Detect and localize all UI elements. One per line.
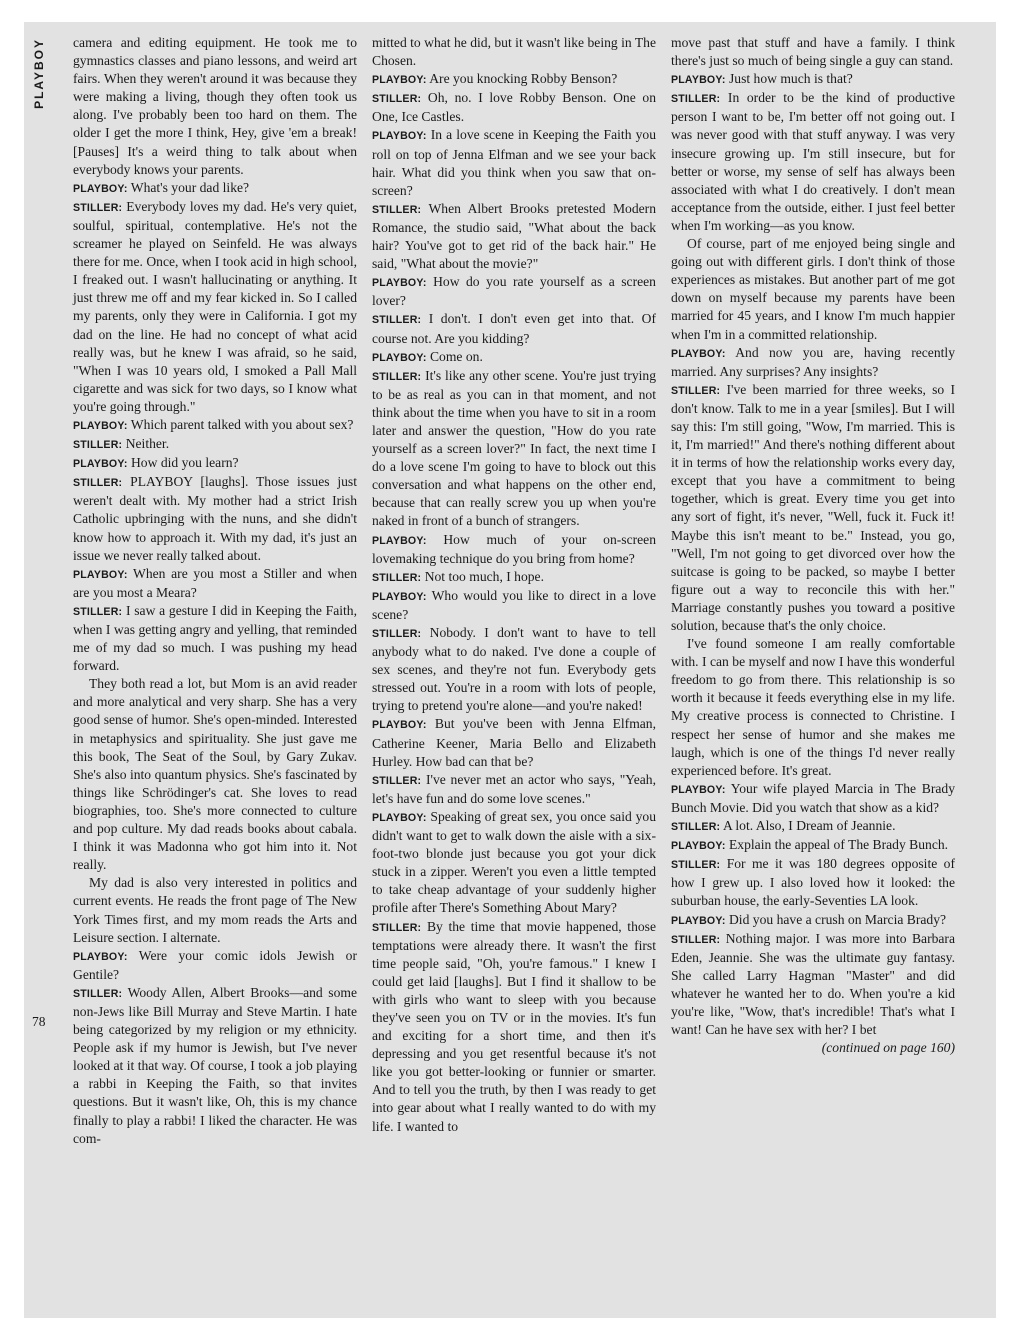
- paragraph: [671, 344, 955, 381]
- paragraph-text: I've found someone I am really comfortable with. I can be myself and now I have this wonderful freedom to go from there. This relationship is so worth it because it feeds everything else in my life. My creative process is connected to Christine. I respect her sense of humor and she makes me laugh, which is one of the things I'd never really experienced before. It's great.: [671, 636, 955, 778]
- speaker-label: STILLER:: [372, 93, 422, 106]
- text-column-1: [73, 34, 357, 1148]
- paragraph-text: How do you rate yourself as a screen lover?: [372, 274, 656, 309]
- speaker-label: STILLER:: [372, 628, 422, 640]
- paragraph: [372, 348, 656, 367]
- paragraph: [671, 34, 955, 70]
- paragraph: [73, 473, 357, 564]
- paragraph-text: And now you are, having recently married. Any surprises? Any insights?: [671, 344, 955, 379]
- speaker-label: PLAYBOY:: [73, 458, 128, 471]
- paragraph: [372, 624, 656, 715]
- speaker-label: PLAYBOY:: [372, 719, 427, 732]
- paragraph: [372, 273, 656, 310]
- paragraph: [73, 34, 357, 179]
- paragraph: [671, 911, 955, 930]
- speaker-label: STILLER:: [671, 859, 721, 872]
- paragraph: [372, 771, 656, 808]
- speaker-label: STILLER:: [73, 605, 123, 618]
- text-column-3: [671, 34, 955, 1057]
- paragraph-text: Your wife played Marcia in The Brady Bunch Movie. Did you watch that show as a kid?: [671, 780, 955, 815]
- paragraph: [372, 34, 656, 70]
- paragraph: [372, 918, 656, 1136]
- paragraph-text: I've been married for three weeks, so I don't know. Talk to me in a year [smiles]. But I will say this: I'm still going, "Wow, I'm married. This is it, I'm married!" And there's nothing different about it in terms of how the relationship works every day, except that you have a commitment to being together, which is great. Every time you get into any sort of fight, it's never, "Well, fuck it. Fuck it! Maybe this isn't meant to be." Instead, you go, "Well, I'm not going to get divorced over how the suitcase is going to be packed, so maybe I better figure out a way to reconcile this with her." Marriage constantly pushes you toward a positive solution, because that's the only choice.: [671, 381, 955, 633]
- paragraph-text: Were your comic idols Jewish or Gentile?: [73, 947, 358, 982]
- paragraph-text: When Albert Brooks pretested Modern Romance, the studio said, "What about the back hair? You've got to get rid of the back hair." He said, "What about the movie?": [372, 200, 656, 272]
- paragraph: [671, 836, 955, 855]
- paragraph-text: My dad is also very interested in politics and current events. He reads the front page of The New York Times first, and my mom reads the Arts and Leisure section. I alternate.: [73, 875, 357, 945]
- paragraph: [73, 198, 357, 416]
- speaker-label: STILLER:: [372, 314, 422, 327]
- speaker-label: STILLER:: [671, 821, 721, 834]
- paragraph: [73, 602, 357, 675]
- paragraph-text: I saw a gesture I did in Keeping the Faith, when I was getting angry and yelling, that reminded me of my dad so much. I was pushing my head forward.: [73, 602, 357, 674]
- paragraph: [73, 947, 357, 984]
- paragraph-text: When are you most a Stiller and when are you most a Meara?: [73, 565, 357, 600]
- paragraph-text: mitted to what he did, but it wasn't like being in The Chosen.: [372, 35, 656, 69]
- speaker-label: STILLER:: [671, 384, 721, 397]
- speaker-label: PLAYBOY:: [73, 182, 128, 195]
- speaker-label: PLAYBOY:: [671, 74, 726, 87]
- paragraph-text: Come on.: [429, 348, 483, 364]
- paragraph-text: They both read a lot, but Mom is an avid reader and more analytical and very sharp. She has a very good sense of humor. She's open-minded. Interested in metaphysics and spirituality. She just gave me this book, The Seat of the Soul, by Gary Zukav. She's also into quantum physics. She's fascinated by things like Schrödinger's cat. She loves to read biographies, too. She's more connected to culture and pop culture. My dad reads books about cabala. I think it was Madonna who got him into it. Not really.: [73, 676, 357, 873]
- speaker-label: STILLER:: [372, 203, 422, 216]
- paragraph: [671, 89, 955, 235]
- paragraph: [671, 930, 955, 1040]
- paragraph-text: Are you knocking Robby Benson?: [429, 71, 618, 87]
- paragraph: [73, 416, 357, 435]
- paragraph-text: By the time that movie happened, those temptations were already there. It wasn't the first time people said, "Oh, you're famous." I knew I could get laid [laughs]. But I find it shallow to be with girls who want to sleep with you because they've seen you on TV or in the movies. It's fun and exciting for a short time, and then it's depressing and you get resentful because it's not like you got better-looking or funnier or smarter. And to tell you the truth, by then I was ready to get into gear about what I really wanted to do with my life. I wanted to: [372, 918, 656, 1134]
- paragraph: [372, 715, 656, 770]
- speaker-label: STILLER:: [372, 921, 422, 934]
- paragraph: [671, 817, 955, 836]
- paragraph: [671, 70, 955, 89]
- speaker-label: PLAYBOY:: [372, 277, 427, 290]
- paragraph: [372, 587, 656, 624]
- paragraph: [671, 635, 955, 780]
- paragraph: [73, 565, 357, 602]
- speaker-label: PLAYBOY:: [372, 74, 427, 87]
- speaker-label: STILLER:: [671, 93, 721, 106]
- paragraph: [73, 454, 357, 473]
- paragraph: [372, 310, 656, 347]
- paragraph: [671, 381, 955, 635]
- paragraph-text: Explain the appeal of The Brady Bunch.: [728, 837, 949, 853]
- paragraph: [671, 855, 955, 910]
- paragraph: [73, 984, 357, 1148]
- paragraph-text: PLAYBOY [laughs]. Those issues just weren't dealt with. My mother had a strict Irish Catholic upbringing with the nuns, and she didn't know how to approach it. With my dad, it's just an issue we never really talked about.: [73, 474, 358, 563]
- speaker-label: PLAYBOY:: [372, 811, 427, 824]
- paragraph: [372, 89, 656, 126]
- paragraph-text: Which parent talked with you about sex?: [130, 416, 354, 432]
- speaker-label: PLAYBOY:: [671, 783, 726, 796]
- speaker-label: STILLER:: [73, 439, 123, 452]
- paragraph-text: Woody Allen, Albert Brooks—and some non-Jews like Bill Murray and Steve Martin. I hate being categorized by my religion or my ethnicity. People ask if my humor is Jewish, but I've never looked at it that way. Of course, I took a job playing a rabbi in Keeping the Faith, so that invites questions. But it wasn't like, Oh, this is my chance finally to play a rabbi! I liked the character. He was com-: [73, 984, 357, 1146]
- speaker-label: STILLER:: [372, 774, 422, 787]
- speaker-label: PLAYBOY:: [73, 419, 128, 432]
- speaker-label: PLAYBOY:: [372, 130, 427, 143]
- speaker-label: PLAYBOY:: [671, 840, 726, 853]
- paragraph-text: What's your dad like?: [130, 179, 250, 195]
- paragraph-text: move past that stuff and have a family. I think there's just so much of being single a guy can stand.: [671, 35, 955, 69]
- speaker-label: STILLER:: [372, 370, 422, 383]
- continued-note: (continued on page 160): [821, 1040, 955, 1056]
- paragraph-text: But you've been with Jenna Elfman, Catherine Keener, Maria Bello and Elizabeth Hurley. How bad can that be?: [372, 716, 656, 769]
- paragraph-text: I've never met an actor who says, "Yeah, let's have fun and do some love scenes.": [372, 771, 656, 806]
- paragraph-text: Everybody loves my dad. He's very quiet, soulful, spiritual, contemplative. He's not the screamer he played on Seinfeld. He was always there for me. Once, when I took acid in high school, I freaked out. I wasn't hallucinating or anything. It just threw me off and my fear kicked in. So I called my parents, only they were in California. I got my dad on the line. He had no concept of what acid really was, but he knew I was afraid, so he said, "When I was 10 years old, I smoked a Pall Mall cigarette and was sick for two days, so I know what you're going through.": [73, 198, 357, 414]
- paragraph-text: Did you have a crush on Marcia Brady?: [728, 911, 947, 927]
- speaker-label: PLAYBOY:: [73, 950, 128, 963]
- text-column-2: [372, 34, 656, 1136]
- paragraph-text: camera and editing equipment. He took me to gymnastics classes and piano lessons, and weird art fairs. When they weren't around it was because they were making a living, though they often took us along. I've probably been too hard on them. The older I get the more I think, Hey, give 'em a break! [Pauses] It's a weird thing to talk about when everybody knows your parents.: [73, 35, 357, 177]
- speaker-label: PLAYBOY:: [372, 534, 427, 547]
- paragraph-text: Nobody. I don't want to have to tell anybody what to do naked. I've done a couple of sex scenes, and they're not fun. Everybody gets stressed out. You're in a room with lots of people, trying to pretend you're alone—and you're naked!: [372, 625, 656, 714]
- paragraph-text: It's like any other scene. You're just trying to be as real as you can in that moment, and not think about the time when you have to sit in a room later and answer the question, "How do you rate yourself as a screen lover?" In fact, the next time I do a love scene I'm going to have to block out this conversation and what happens on the other end, because that can really screw you up when you're naked in front of a bunch of strangers.: [372, 367, 656, 529]
- speaker-label: PLAYBOY:: [372, 590, 427, 603]
- speaker-label: STILLER:: [671, 933, 721, 946]
- paragraph: [671, 235, 955, 344]
- speaker-label: PLAYBOY:: [671, 914, 726, 927]
- paragraph-text: How much of your on-screen lovemaking technique do you bring from home?: [372, 531, 656, 566]
- paragraph-text: I don't. I don't even get into that. Of course not. Are you kidding?: [372, 311, 656, 346]
- paragraph-text: Who would you like to direct in a love scene?: [372, 587, 657, 622]
- paragraph: [372, 200, 656, 273]
- paragraph: [372, 126, 656, 199]
- paragraph-text: Oh, no. I love Robby Benson. One on One, Ice Castles.: [372, 90, 656, 125]
- paragraph-text: In a love scene in Keeping the Faith you roll on top of Jenna Elfman and we see your back hair. What did you think when you saw that on-screen?: [372, 127, 656, 198]
- paragraph: [671, 780, 955, 817]
- paragraph-text: Of course, part of me enjoyed being single and going out with different girls. I don't think of those experiences as mistakes. But another part of me got down on myself because my parents have been married for 45 years, and I know I'm much happier when I'm in a committed relationship.: [671, 236, 955, 342]
- paragraph: [372, 568, 656, 587]
- paragraph-text: Not too much, I hope.: [424, 568, 544, 584]
- paragraph-text: Nothing major. I was more into Barbara Eden, Jeannie. She was the ultimate guy fantasy. She called Larry Hagman "Master" and did whatever he wanted her to do. When you're a kid you're like, "Wow, that's incredible! That's what I want! Can he have sex with her? I bet: [671, 930, 955, 1038]
- speaker-label: PLAYBOY:: [73, 568, 128, 581]
- paragraph-text: How did you learn?: [130, 455, 239, 471]
- speaker-label: STILLER:: [73, 987, 123, 1000]
- paragraph: [73, 179, 357, 198]
- paragraph-text: Neither.: [125, 436, 170, 452]
- paragraph: [73, 435, 357, 454]
- speaker-label: STILLER:: [372, 571, 422, 584]
- speaker-label: PLAYBOY:: [671, 347, 726, 360]
- paragraph-text: Speaking of great sex, you once said you didn't want to get to walk down the aisle with a six-foot-two blonde just because you got your dick stuck in a zipper. Weren't you even a little tempted to take cheap advantage of your suddenly higher profile after There's Something About Mary?: [372, 808, 656, 916]
- speaker-label: STILLER:: [73, 477, 123, 490]
- paragraph-text: In order to be the kind of productive person I want to be, I'm better off not going out. I was never good with that stuff anyway. I was very insecure growing up. I'm still insecure, but for better or worse, my sense of self has always been associated with what I do creatively. I don't mean acceptance from the outside, either. I just feel better when I'm working—as you know.: [671, 90, 955, 233]
- paragraph: [73, 874, 357, 946]
- paragraph: [372, 70, 656, 89]
- paragraph: [372, 808, 656, 918]
- paragraph: [73, 675, 357, 874]
- speaker-label: STILLER:: [73, 201, 123, 214]
- paragraph: [372, 367, 656, 531]
- page-number: 78: [32, 1014, 46, 1029]
- paragraph-text: A lot. Also, I Dream of Jeannie.: [722, 818, 896, 834]
- paragraph-text: Just how much is that?: [728, 71, 853, 87]
- masthead: PLAYBOY: [32, 38, 46, 109]
- paragraph-text: For me it was 180 degrees opposite of how I grew up. I also loved how it looked: the suburban house, the early-Seventies LA look.: [671, 856, 955, 909]
- speaker-label: PLAYBOY:: [372, 351, 427, 364]
- paragraph: [372, 531, 656, 568]
